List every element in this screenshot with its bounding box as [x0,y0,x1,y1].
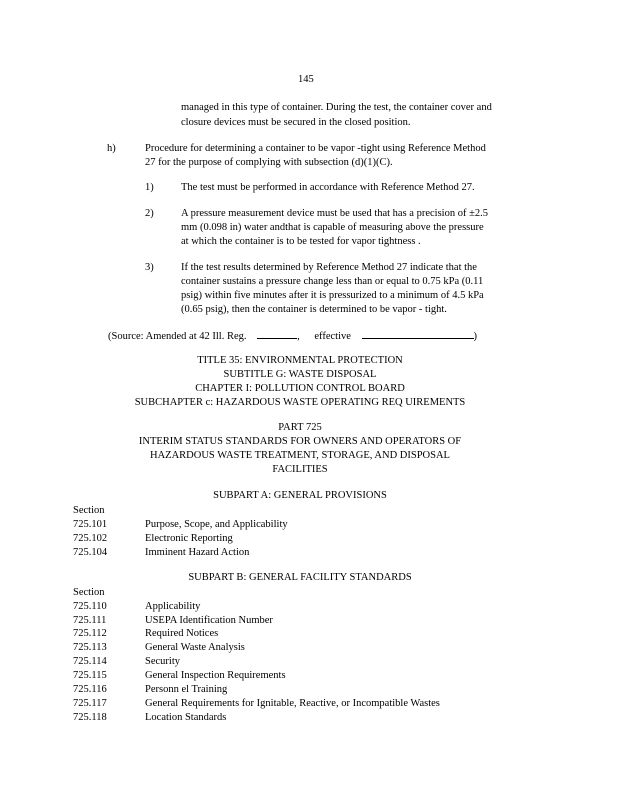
section-title[interactable]: General Inspection Requirements [145,670,286,681]
source-note-text: (Source: Amended at 42 Ill. Reg. [108,331,247,342]
section-title[interactable]: General Waste Analysis [145,642,245,653]
part-title-line-2: HAZARDOUS WASTE TREATMENT, STORAGE, AND DISPOSAL [150,450,450,461]
page-number: 145 [298,74,314,85]
subitem-2-line-2: mm (0.098 in) water andthat is capable of measuring above the pressure [181,222,484,233]
subitem-1-label: 1) [145,182,154,193]
subitem-2-label: 2) [145,208,154,219]
section-number: 725.104 [73,547,108,558]
section-number: 725.110 [73,601,107,612]
subitem-3-line-1: If the test results determined by Reference Method 27 indicate that the [181,262,477,273]
section-number: 725.101 [73,519,108,530]
subitem-2-line-3: at which the container is to be tested for vapor tightness . [181,236,421,247]
section-title[interactable]: Required Notices [145,628,219,639]
subpart-b-heading: SUBPART B: GENERAL FACILITY STANDARDS [188,572,412,583]
section-number: 725.113 [73,642,107,653]
reg-blank-line [257,329,297,339]
subpart-a-section-label: Section [73,505,105,516]
source-note-effective: effective [314,331,351,342]
subitem-2-line-1: A pressure measurement device must be used that has a precision of ±2.5 [181,208,488,219]
heading-title: TITLE 35: ENVIRONMENTAL PROTECTION [197,355,403,366]
section-title[interactable]: Imminent Hazard Action [145,547,250,558]
part-title-line-3: FACILITIES [272,464,328,475]
source-note: (Source: Amended at 42 Ill. Reg. , effective ) [108,331,478,342]
section-number: 725.102 [73,533,108,544]
subitem-3-line-3: psig) within five minutes after it is pressurized to a minimum of 4.5 kPa [181,290,484,301]
part-title-line-1: INTERIM STATUS STANDARDS FOR OWNERS AND OPERATORS OF [138,436,462,447]
section-title[interactable]: Personn el Training [145,684,228,695]
heading-subtitle: SUBTITLE G: WASTE DISPOSAL [223,369,377,380]
subitem-3-label: 3) [145,262,154,273]
section-title[interactable]: Location Standards [145,712,227,723]
subpart-a-heading: SUBPART A: GENERAL PROVISIONS [213,490,387,501]
subitem-3-line-4: (0.65 psig), then the container is determined to be vapor - tight. [181,304,447,315]
continuation-line-2: closure devices must be secured in the closed position. [181,117,411,128]
section-number: 725.115 [73,670,107,681]
section-number: 725.116 [73,684,107,695]
source-note-close: ) [473,331,478,342]
heading-chapter: CHAPTER I: POLLUTION CONTROL BOARD [195,383,405,394]
section-number: 725.114 [73,656,107,667]
section-title[interactable]: USEPA Identification Number [145,615,273,626]
subitem-3-line-2: container sustains a pressure change less than or equal to 0.75 kPa (0.11 [181,276,484,287]
continuation-line-1: managed in this type of container. During the test, the container cover and [181,102,492,113]
part-number: PART 725 [278,422,322,433]
section-number: 725.112 [73,628,107,639]
section-title[interactable]: Purpose, Scope, and Applicability [145,519,288,530]
subpart-b-section-label: Section [73,587,105,598]
effective-blank-line [362,329,474,339]
subitem-1-line-1: The test must be performed in accordance with Reference Method 27. [181,182,475,193]
section-number: 725.117 [73,698,107,709]
section-title[interactable]: Applicability [145,601,201,612]
heading-subchapter: SUBCHAPTER c: HAZARDOUS WASTE OPERATING REQ UIREMENTS [134,397,466,408]
section-title[interactable]: Security [145,656,180,667]
section-number: 725.111 [73,615,107,626]
section-title[interactable]: Electronic Reporting [145,533,233,544]
item-h-line-2: 27 for the purpose of complying with subsection (d)(1)(C). [145,157,393,168]
item-h-label: h) [107,143,116,154]
section-title[interactable]: General Requirements for Ignitable, Reactive, or Incompatible Wastes [145,698,440,709]
section-number: 725.118 [73,712,107,723]
item-h-line-1: Procedure for determining a container to be vapor -tight using Reference Method [145,143,486,154]
